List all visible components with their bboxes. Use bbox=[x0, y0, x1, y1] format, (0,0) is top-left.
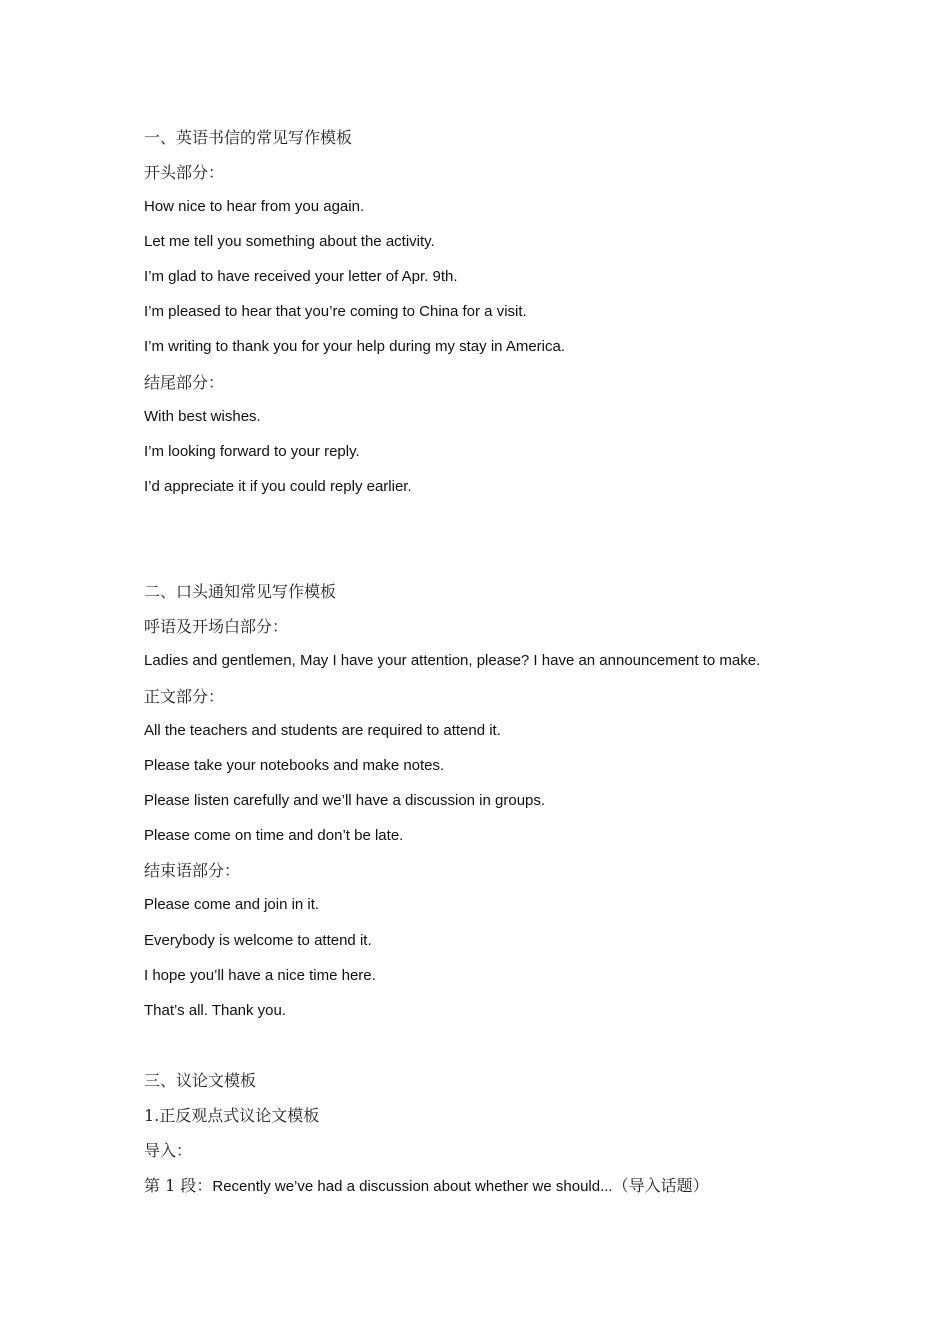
ending-line-3: I hope you’ll have a nice time here. bbox=[144, 967, 376, 984]
section3-heading: 三、议论文模板 bbox=[144, 1071, 257, 1090]
ending-line-1: Please come and join in it. bbox=[144, 896, 320, 913]
ending-line-4: That’s all. Thank you. bbox=[144, 1002, 287, 1019]
opening-line-4: I’m pleased to hear that you’re coming to China for a visit. bbox=[144, 303, 527, 320]
opening-line-5: I’m writing to thank you for your help during my stay in America. bbox=[144, 338, 566, 355]
section3-intro-label: 导入： bbox=[144, 1141, 193, 1160]
section2-ending-label: 结束语部分： bbox=[144, 861, 241, 880]
body-line-1: All the teachers and students are required to attend it. bbox=[144, 722, 501, 739]
body-line-4: Please come on time and don’t be late. bbox=[144, 827, 404, 844]
section1-heading: 一、英语书信的常见写作模板 bbox=[144, 128, 353, 147]
opening-line-3: I’m glad to have received your letter of Apr. 9th. bbox=[144, 268, 458, 285]
section2-body-label: 正文部分： bbox=[144, 687, 225, 706]
paragraph1-line bbox=[144, 1176, 709, 1197]
body-line-3: Please listen carefully and we’ll have a discussion in groups. bbox=[144, 792, 546, 809]
section2-greeting-label: 呼语及开场白部分： bbox=[144, 617, 289, 636]
body-line-2: Please take your notebooks and make notes. bbox=[144, 757, 445, 774]
ending-line-2: Everybody is welcome to attend it. bbox=[144, 932, 372, 949]
paragraph1-label: 第 1 段： bbox=[144, 1176, 213, 1195]
greeting-line: Ladies and gentlemen, May I have your attention, please? I have an announcement to make. bbox=[144, 652, 761, 669]
paragraph1-text: Recently we’ve had a discussion about whether we should... bbox=[212, 1178, 613, 1195]
section2-heading: 二、口头通知常见写作模板 bbox=[144, 582, 337, 601]
closing-line-3: I’d appreciate it if you could reply earlier. bbox=[144, 478, 412, 495]
paragraph1-note: （导入话题） bbox=[612, 1176, 709, 1195]
closing-line-2: I’m looking forward to your reply. bbox=[144, 443, 360, 460]
opening-line-2: Let me tell you something about the activity. bbox=[144, 233, 435, 250]
opening-line-1: How nice to hear from you again. bbox=[144, 198, 365, 215]
section1-closing-label: 结尾部分： bbox=[144, 373, 225, 392]
closing-line-1: With best wishes. bbox=[144, 408, 261, 425]
section3-subheading: 1.正反观点式议论文模板 bbox=[144, 1106, 320, 1125]
section1-opening-label: 开头部分： bbox=[144, 163, 225, 182]
